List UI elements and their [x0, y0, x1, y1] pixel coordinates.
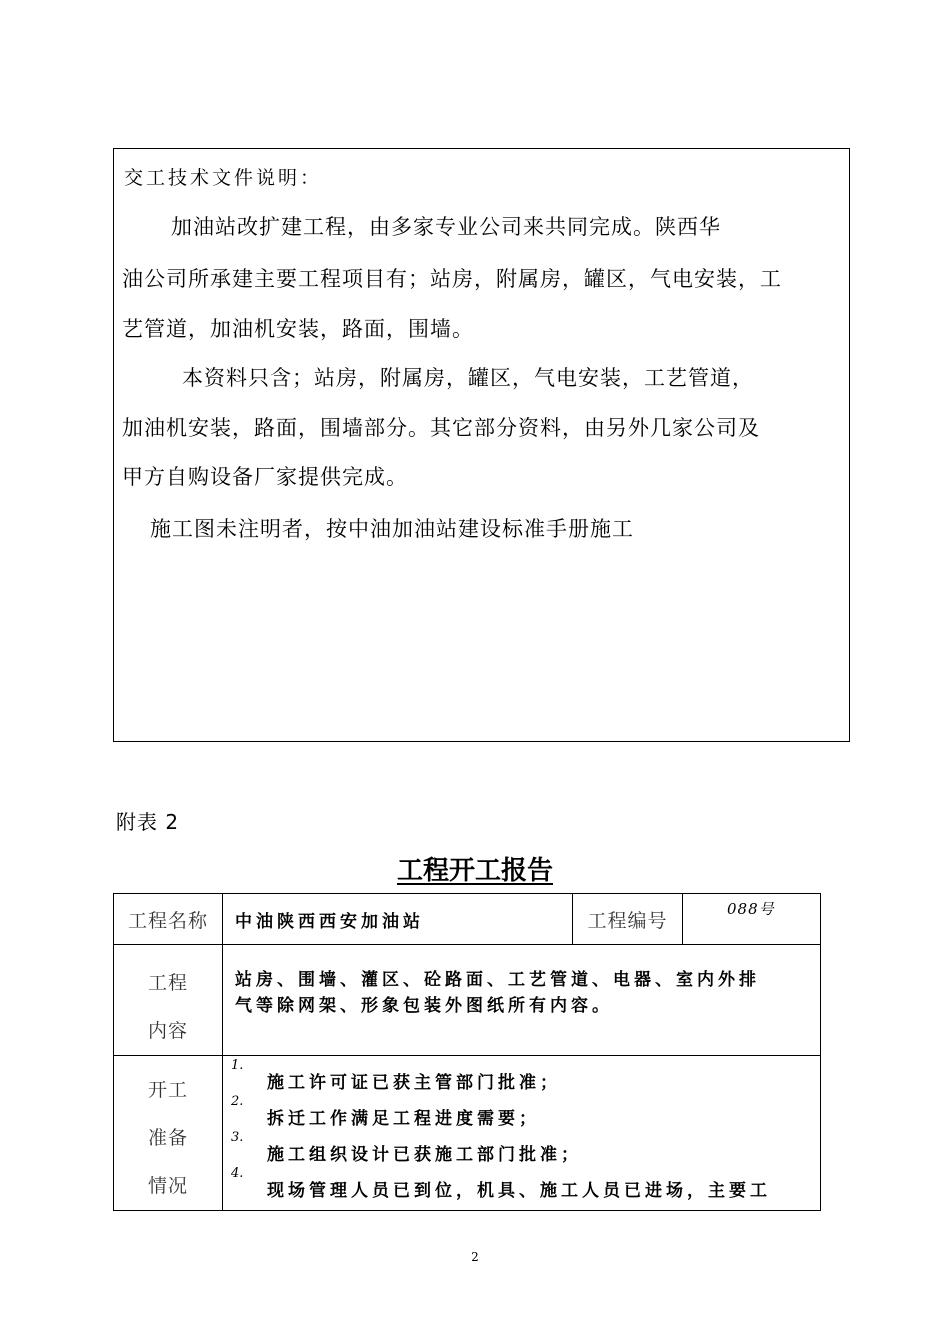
explanation-heading: 交工技术文件说明：	[124, 167, 323, 189]
list-item	[231, 1130, 812, 1166]
report-title-wrap	[0, 850, 950, 887]
project-name-value: 中油陕西西安加油站	[235, 911, 424, 932]
item-text: 施工组织设计已获施工部门批准；	[267, 1145, 582, 1165]
item-number: 4.	[231, 1166, 244, 1181]
explanation-line: 施工图未注明者，按中油加油站建设标准手册施工	[150, 517, 634, 541]
explanation-line: 油公司所承建主要工程项目有；站房，附属房，罐区，气电安装，工	[122, 267, 782, 291]
item-text: 现场管理人员已到位，机具、施工人员已进场，主要工	[267, 1181, 771, 1201]
explanation-line: 艺管道，加油机安装，路面，围墙。	[122, 317, 474, 341]
table-row	[114, 1056, 821, 1211]
content-line: 站房、围墙、灌区、砼路面、工艺管道、电器、室内外排	[235, 970, 760, 990]
item-number: 3.	[231, 1130, 244, 1145]
content-line: 气等除网架、形象包装外图纸所有内容。	[235, 996, 613, 1016]
explanation-line: 本资料只含；站房，附属房，罐区，气电安装，工艺管道，	[182, 366, 754, 390]
prep-label: 开工 准备 情况	[114, 1056, 223, 1211]
start-report-table	[113, 893, 821, 1211]
item-number: 2.	[231, 1094, 244, 1109]
project-name-label: 工程名称	[114, 894, 223, 945]
prep-cell	[223, 1056, 821, 1211]
project-no-value: 088号	[727, 900, 775, 918]
table-row	[114, 894, 821, 945]
explanation-line: 加油机安装，路面，围墙部分。其它部分资料，由另外几家公司及	[122, 416, 760, 440]
item-text: 施工许可证已获主管部门批准；	[267, 1073, 561, 1093]
content-cell	[223, 945, 821, 1056]
project-no-label: 工程编号	[573, 894, 683, 945]
explanation-line: 加油站改扩建工程，由多家专业公司来共同完成。陕西华	[171, 215, 721, 239]
content-label: 工程 内容	[114, 945, 223, 1056]
appendix-label: 附表 2	[116, 810, 180, 834]
list-item	[231, 1166, 812, 1202]
technical-explanation-box	[113, 148, 850, 742]
table-row	[114, 945, 821, 1056]
explanation-line: 甲方自购设备厂家提供完成。	[122, 465, 408, 489]
list-item	[231, 1058, 812, 1094]
item-number: 1.	[231, 1058, 244, 1073]
item-text: 拆迁工作满足工程进度需要；	[267, 1109, 540, 1129]
page-number: 2	[471, 1250, 479, 1264]
report-title: 工程开工报告	[396, 856, 553, 886]
list-item	[231, 1094, 812, 1130]
